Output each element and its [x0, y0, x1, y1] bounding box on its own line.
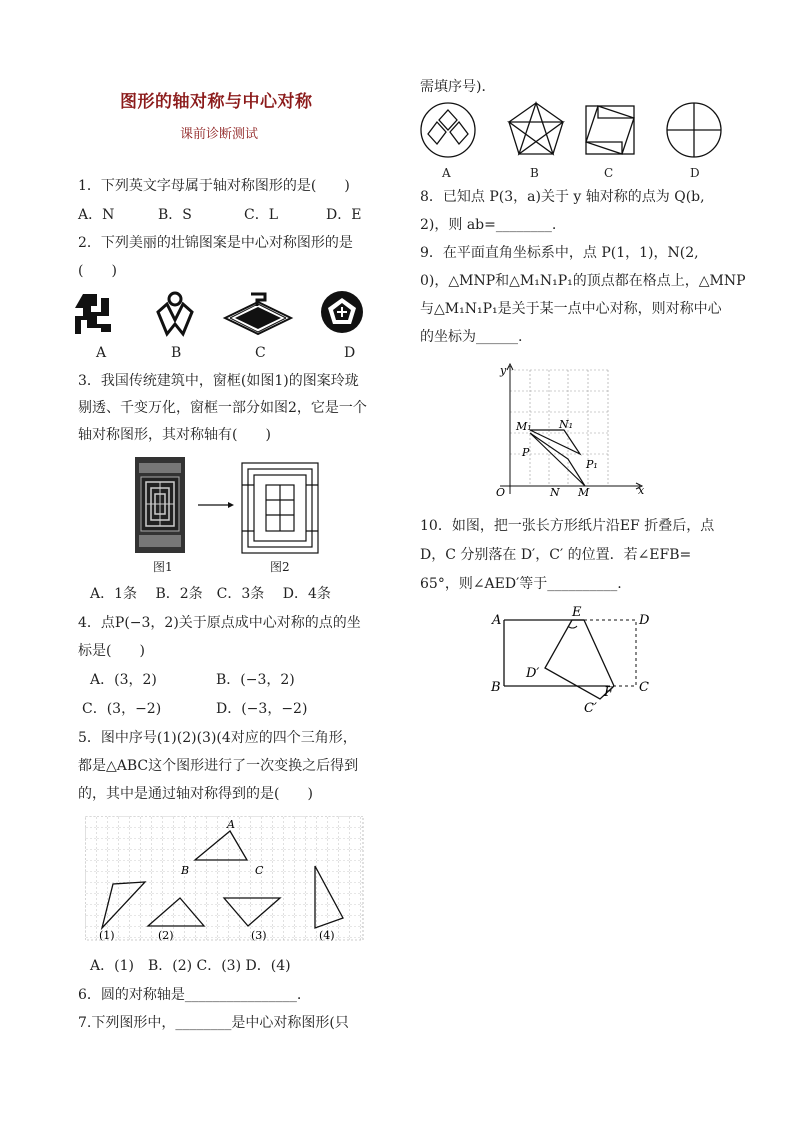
q7-label-a: A — [442, 166, 451, 180]
q5-options: A．(1) B．(2) C．(3) D．(4) — [90, 958, 291, 974]
q3-line3: 轴对称图形，其对称轴有( ) — [78, 427, 271, 443]
q3-window-figures — [130, 455, 330, 555]
q2-label-d: D — [344, 345, 356, 361]
q1-option-c: C．L — [244, 207, 279, 223]
point-n-label: N — [550, 486, 560, 499]
axis-label-x: x — [638, 484, 645, 497]
q8-line1: 8．已知点 P(3，a)关于 y 轴对称的点为 Q(b, — [420, 189, 705, 205]
point-p1-label: P₁ — [586, 458, 598, 471]
q6-text: 6．圆的对称轴是________________. — [78, 987, 302, 1003]
q2-brocade-patterns — [75, 288, 375, 338]
q4-line2: 标是( ) — [78, 643, 145, 659]
grid-label-4: (4) — [319, 929, 335, 942]
q8-line2: 2)，则 ab=________. — [420, 217, 557, 233]
q10-line1: 10．如图，把一张长方形纸片沿EF 折叠后，点 — [420, 518, 715, 534]
q9-line1: 9．在平面直角坐标系中，点 P(1，1)，N(2, — [420, 245, 699, 261]
pattern-c-icon — [225, 294, 291, 334]
triangle-mnp — [530, 433, 585, 486]
q5-grid-figure — [85, 816, 365, 944]
figure-c-icon — [586, 106, 634, 154]
q2-label-c: C — [255, 345, 266, 361]
page-title: 图形的轴对称与中心对称 — [120, 92, 313, 112]
q9-line3: 与△M₁N₁P₁是关于某一点中心对称，则对称中心 — [420, 301, 722, 317]
q9-coordinate-graph — [490, 362, 650, 502]
window-photo-figure — [135, 457, 185, 553]
point-m-label: M — [578, 486, 590, 499]
q5-line1: 5．图中序号(1)(2)(3)(4对应的四个三角形， — [78, 730, 357, 746]
q7-label-b: B — [530, 166, 539, 180]
q10-line3: 65°，则∠AED′等于__________. — [420, 576, 622, 592]
grid-label-b: B — [181, 864, 190, 877]
q1-stem: 1．下列英文字母属于轴对称图形的是( ) — [78, 178, 350, 194]
point-m1-label: M₁ — [516, 420, 532, 433]
q9-line4: 的坐标为______. — [420, 329, 523, 345]
q4-option-b: B．(−3，2) — [216, 672, 295, 688]
q5-line2: 都是△ABC这个图形进行了一次变换之后得到 — [78, 758, 359, 774]
q7-label-d: D — [690, 166, 700, 180]
grid-label-c: C — [255, 864, 264, 877]
q3-line2: 剔透、千变万化，窗框一部分如图2，它是一个 — [78, 400, 367, 416]
figure-d-icon — [667, 103, 721, 157]
q7-line1: 7.下列图形中，________是中心对称图形(只 — [78, 1015, 349, 1031]
q3-options: A．1条 B．2条 C．3条 D．4条 — [90, 586, 331, 602]
q1-option-b: B．S — [158, 207, 192, 223]
q5-line3: 的，其中是通过轴对称得到的是( ) — [78, 786, 313, 802]
q9-line2: 0)，△MNP和△M₁N₁P₁的顶点都在格点上，△MNP — [420, 273, 746, 289]
q2-stem-line2: ( ) — [78, 263, 117, 279]
point-c-prime-label: C′ — [584, 701, 597, 716]
angle-arc — [568, 626, 577, 628]
q7-figures — [418, 100, 728, 162]
q1-option-a: A．N — [78, 207, 115, 223]
q7-label-c: C — [604, 166, 614, 180]
q4-option-a: A．(3，2) — [90, 672, 157, 688]
q7-line2: 需填序号)． — [420, 79, 496, 95]
pattern-a-icon — [75, 294, 111, 334]
grid-label-a: A — [227, 818, 235, 831]
pattern-d-icon — [321, 291, 363, 333]
point-p-label: P — [522, 446, 530, 459]
figure-b-icon — [509, 103, 563, 154]
page-subtitle: 课前诊断测试 — [180, 127, 259, 142]
point-c-label: C — [639, 680, 649, 695]
q4-option-d: D．(−3，−2) — [216, 701, 308, 717]
point-n1-label: N₁ — [559, 418, 574, 431]
q4-line1: 4．点P(−3，2)关于原点成中心对称的点的坐 — [78, 615, 361, 631]
q2-stem-line1: 2．下列美丽的壮锦图案是中心对称图形的是 — [78, 235, 353, 251]
q3-line1: 3．我国传统建筑中，窗框(如图1)的图案玲珑 — [78, 373, 359, 389]
q3-fig2-caption: 图2 — [270, 560, 290, 574]
arrow-right-icon — [198, 502, 234, 508]
origin-label: O — [496, 486, 506, 499]
point-a-label: A — [492, 613, 502, 628]
q10-line2: D，C 分别落在 D′，C′ 的位置．若∠EFB= — [420, 547, 692, 563]
point-d-prime-label: D′ — [526, 666, 540, 681]
q1-option-d: D．E — [326, 207, 362, 223]
axis-label-y: y — [500, 364, 507, 377]
grid-label-1: (1) — [99, 929, 115, 942]
q3-fig1-caption: 图1 — [153, 560, 173, 574]
figure-a-icon — [421, 103, 475, 157]
grid-label-3: (3) — [251, 929, 267, 942]
point-e-label: E — [572, 605, 582, 620]
pattern-b-icon — [158, 293, 192, 334]
q4-option-c: C．(3，−2) — [82, 701, 162, 717]
q2-label-b: B — [171, 345, 182, 361]
point-d-label: D — [639, 613, 650, 628]
rectangle-solid-edges — [504, 620, 608, 686]
grid-label-2: (2) — [158, 929, 174, 942]
q2-label-a: A — [96, 345, 107, 361]
point-b-label: B — [491, 680, 501, 695]
q10-fold-figure — [488, 604, 663, 716]
point-f-label: F — [604, 685, 614, 700]
window-diagram-figure — [242, 463, 318, 553]
